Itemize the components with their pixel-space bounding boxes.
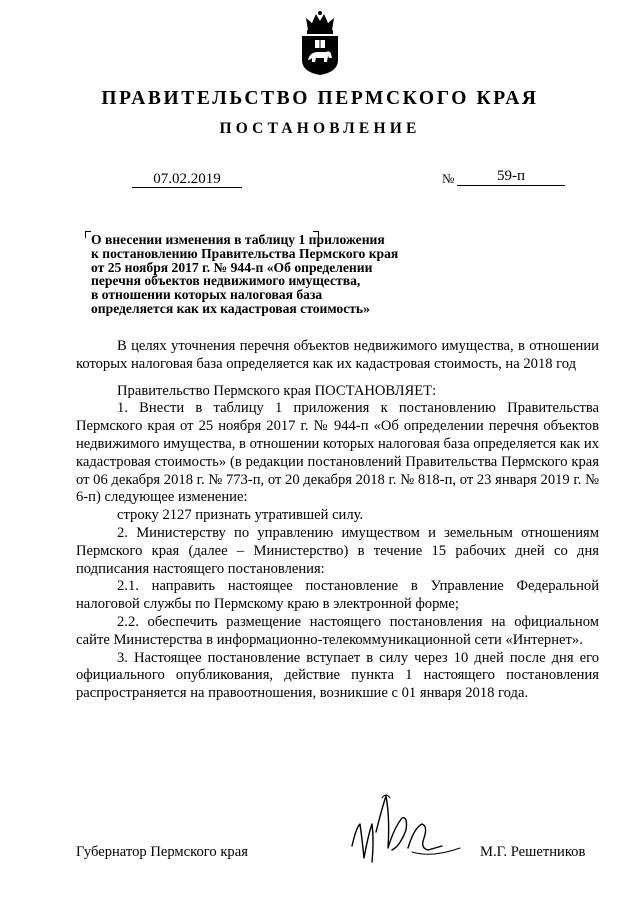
paragraph-item-1: 1. Внести в таблицу 1 приложения к постановлению Правительства Пермского края от 25 ноября 2017 г. № 944-п «Об определении перечня объектов недвижимого имущества, в отношении которых налоговая база определяется как их кадастровая стоимость» (в редакции постановлений Правительства Пермского края от 06 декабря 2018 г. № 773-п, от 20 декабря 2018 г. № 818-п, от 23 января 2019 г. № 6-п) следующее изменение: (76, 400, 599, 506)
document-type: ПОСТАНОВЛЕНИЕ (219, 120, 421, 137)
government-title: ПРАВИТЕЛЬСТВО ПЕРМСКОГО КРАЯ (101, 88, 539, 109)
signatory-position: Губернатор Пермского края (76, 844, 248, 860)
paragraph-item-1-change: строку 2127 признать утратившей силу. (117, 507, 364, 524)
signatory-name: М.Г. Решетников (480, 844, 586, 860)
coat-of-arms-icon (298, 10, 342, 76)
document-number: 59-п (457, 167, 565, 186)
handwritten-signature-icon (342, 788, 467, 868)
paragraph-preamble: В целях уточнения перечня объектов недвижимого имущества, в отношении которых налоговая база определяется как их кадастровая стоимость, на 2018 год (76, 338, 599, 372)
paragraph-item-2-1: 2.1. направить настоящее постановление в Управление Федеральной налоговой службы по Пермскому краю в электронной форме; (76, 578, 599, 613)
paragraph-item-3: 3. Настоящее постановление вступает в силу через 10 дней после дня его официального опубликования, действие пункта 1 настоящего постановления распространяется на правоотношения, возникшие с 01 января 2018 года. (76, 649, 599, 702)
number-sign: № (442, 171, 455, 186)
document-subject: О внесении изменения в таблицу 1 приложения к постановлению Правительства Пермского края от 25 ноября 2017 г. № 944-п «Об определении перечня объектов недвижимого имущества, в отношении которых налоговая база определяется как их кадастровая стоимость» (91, 232, 399, 316)
paragraph-item-2: 2. Министерству по управлению имуществом и земельным отношениям Пермского края (далее – Министерство) в течение 15 рабочих дней со дня подписания настоящего постановления: (76, 524, 599, 577)
document-date: 07.02.2019 (132, 171, 242, 188)
paragraph-resolves: Правительство Пермского края ПОСТАНОВЛЯЕТ: (117, 382, 437, 399)
document-body (76, 338, 599, 703)
paragraph-item-2-2: 2.2. обеспечить размещение настоящего постановления на официальном сайте Министерства в информационно-телекоммуникационной сети «Интернет». (76, 613, 599, 648)
